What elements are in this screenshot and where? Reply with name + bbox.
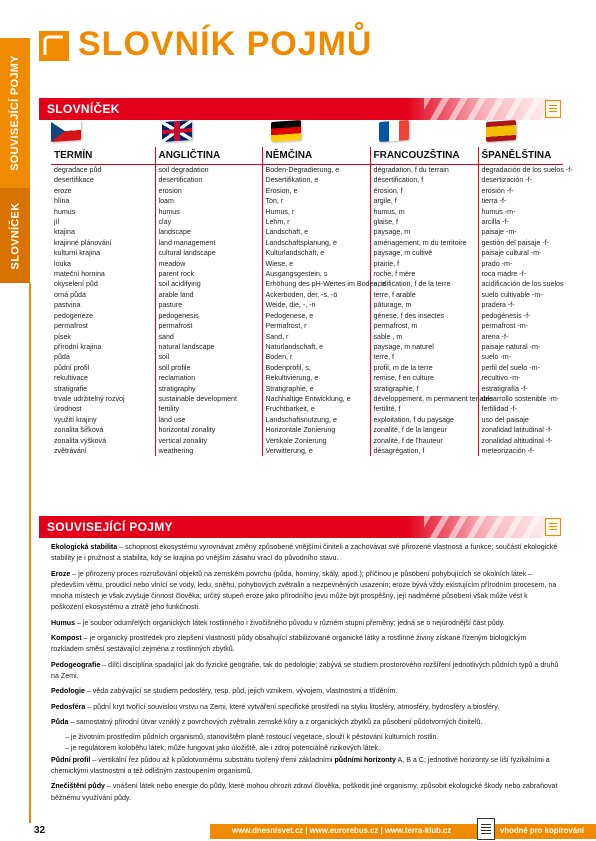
definition-item bbox=[51, 702, 561, 713]
table-row bbox=[51, 363, 563, 373]
czech-flag-icon bbox=[51, 120, 81, 142]
table-cell: Landschaftsnutzung, e bbox=[262, 415, 370, 425]
table-row bbox=[51, 186, 563, 196]
table-cell: hlína bbox=[54, 197, 70, 206]
table-cell: Ton, r bbox=[262, 196, 370, 206]
bar-stripes bbox=[424, 516, 564, 538]
table-row bbox=[51, 404, 563, 414]
table-cell: désagrégation, f bbox=[370, 446, 478, 456]
table-cell: zonalita výšková bbox=[54, 436, 107, 445]
table-cell: humus bbox=[54, 207, 76, 216]
table-cell: pedogénesis -f- bbox=[478, 311, 563, 321]
table-cell: stratigraphy bbox=[155, 384, 262, 394]
table-cell: Landschaftsplanung, e bbox=[262, 238, 370, 248]
table-cell: sable , m bbox=[370, 332, 478, 342]
table-cell: pradera -f- bbox=[478, 300, 563, 310]
table-cell: erosion bbox=[155, 186, 262, 196]
language-flags bbox=[51, 121, 561, 145]
table-cell: soil bbox=[155, 352, 262, 362]
definition-text: A, B a C; jednotlivé horizonty se liší fyzikálními a chemickými vlastnostmi a též odlišným zastoupením organismů. bbox=[51, 755, 550, 776]
table-cell: uso del paisaje bbox=[478, 415, 563, 425]
table-cell: erosión -f- bbox=[478, 186, 563, 196]
definition-term: Pedologie bbox=[51, 687, 85, 696]
table-cell: acidificación de los suelos bbox=[478, 279, 563, 289]
table-cell: paisaje -m- bbox=[478, 227, 563, 237]
table-row bbox=[51, 436, 563, 446]
table-cell: Landschaft, e bbox=[262, 227, 370, 237]
side-divider bbox=[29, 283, 31, 823]
table-cell: mateční hornina bbox=[54, 270, 105, 279]
table-cell: vertical zonality bbox=[155, 436, 262, 446]
table-cell: reclamation bbox=[155, 373, 262, 383]
table-cell: Horizontale Zonierung bbox=[262, 425, 370, 435]
table-cell: stratigraphie, f bbox=[370, 384, 478, 394]
table-cell: terre, f arable bbox=[370, 290, 478, 300]
table-row bbox=[51, 321, 563, 331]
table-cell: meadow bbox=[155, 259, 262, 269]
definition-item bbox=[51, 755, 561, 778]
definition-subitem: – je regulátorem koloběhu látek, může fungovat jako úložiště, ale i zdroj potenciálně rizikových látek. bbox=[65, 744, 381, 753]
table-cell: okyselení půd bbox=[54, 280, 98, 289]
table-cell: Nachhaltige Entwicklung, e bbox=[262, 394, 370, 404]
footer bbox=[0, 818, 596, 841]
definition-term: Půda bbox=[51, 717, 69, 726]
table-cell: desertifikace bbox=[54, 176, 94, 185]
table-cell: loam bbox=[155, 196, 262, 206]
table-cell: pastvina bbox=[54, 301, 81, 310]
table-cell: roche, f mère bbox=[370, 269, 478, 279]
table-row bbox=[51, 279, 563, 289]
table-cell: louka bbox=[54, 259, 71, 268]
table-row bbox=[51, 384, 563, 394]
section-label-glossary: SLOVNÍČEK bbox=[47, 102, 120, 116]
table-cell: Permafrost, r bbox=[262, 321, 370, 331]
table-cell: zonalidad altitudinal -f- bbox=[478, 436, 563, 446]
table-row bbox=[51, 290, 563, 300]
definition-term: Ekologická stabilita bbox=[51, 543, 118, 551]
definition-emphasis: půdními horizonty bbox=[334, 755, 396, 764]
header-german: NĚMČINA bbox=[262, 147, 370, 165]
table-cell: paysage, m naturel bbox=[370, 342, 478, 352]
footer-copy-note: vhodné pro kopírování bbox=[500, 826, 585, 835]
table-cell: glaise, f bbox=[370, 217, 478, 227]
definition-item bbox=[51, 618, 561, 629]
table-cell: využití krajiny bbox=[54, 415, 97, 424]
definition-text: – je soubor odumřelých organických látek rostlinného i živočišného původu v různém stupni přeměny; jedná se o nejúrodnější část půdy. bbox=[75, 618, 505, 627]
table-cell: Weide, die, -, -n bbox=[262, 300, 370, 310]
table-cell: Sand, r bbox=[262, 332, 370, 342]
side-navigation bbox=[0, 0, 30, 841]
footer-links[interactable]: www.dnesnisvet.cz | www.eurorebus.cz | www.terra-klub.cz bbox=[232, 826, 452, 835]
definition-item bbox=[51, 686, 561, 697]
table-cell: Verwitterung, e bbox=[262, 446, 370, 456]
definition-term: Znečištění půdy bbox=[51, 782, 105, 791]
definition-text: – dílčí disciplína spadající jak do fyzické geografie, tak do pedologie; zabývá se studiem prostorového rozšíření jednotlivých půdních typů a druhů na Zemi. bbox=[51, 660, 559, 680]
table-row bbox=[51, 259, 563, 269]
table-cell: argile, f bbox=[370, 196, 478, 206]
table-cell: Ackerboden, der, -s, -ö bbox=[262, 290, 370, 300]
table-cell: Vertikale Zonierung bbox=[262, 436, 370, 446]
table-cell: zvětrávání bbox=[54, 446, 87, 455]
table-cell: humus bbox=[155, 207, 262, 217]
table-cell: suelo cultivable -m- bbox=[478, 290, 563, 300]
table-cell: permafrost, m bbox=[370, 321, 478, 331]
table-cell: Bodenprofil, s, bbox=[262, 363, 370, 373]
copy-document-icon bbox=[477, 818, 495, 840]
table-cell: permafrost bbox=[54, 322, 88, 331]
table-cell: Stratigraphie, e bbox=[262, 384, 370, 394]
table-cell: soil acidifying bbox=[155, 279, 262, 289]
table-cell: Wiese, e bbox=[262, 259, 370, 269]
table-cell: weathering bbox=[155, 446, 262, 456]
table-cell: dégradation, f du terrain bbox=[370, 165, 478, 176]
table-row bbox=[51, 227, 563, 237]
table-cell: développement, m permanent tenable bbox=[370, 394, 478, 404]
table-cell: půdní profil bbox=[54, 363, 90, 372]
table-cell: soil degradation bbox=[155, 165, 262, 176]
table-cell: kulturní krajina bbox=[54, 249, 101, 258]
table-cell: clay bbox=[155, 217, 262, 227]
table-cell: permafrost bbox=[155, 321, 262, 331]
definition-term: Pedosféra bbox=[51, 702, 86, 711]
table-row bbox=[51, 425, 563, 435]
table-row bbox=[51, 311, 563, 321]
bar-stripes bbox=[424, 98, 564, 120]
table-row bbox=[51, 238, 563, 248]
table-cell: humus, m bbox=[370, 207, 478, 217]
table-cell: trvale udržitelný rozvoj bbox=[54, 394, 125, 403]
table-cell: desertización -f- bbox=[478, 175, 563, 185]
header-french: FRANCOUZŠTINA bbox=[370, 147, 478, 165]
table-cell: Naturlandschaft, e bbox=[262, 342, 370, 352]
table-cell: gestión del paisaje -f- bbox=[478, 238, 563, 248]
table-row bbox=[51, 165, 563, 176]
table-row bbox=[51, 217, 563, 227]
table-cell: exploitation, f du paysage bbox=[370, 415, 478, 425]
definition-text: – půdní kryt tvořící souvislou vrstvu na Zemi, které vytváření specifické prostředí na styku litosféry, atmosféry, hydrosféry a biosféry. bbox=[85, 702, 500, 711]
table-cell: fertilidad -f- bbox=[478, 404, 563, 414]
table-row bbox=[51, 332, 563, 342]
table-cell: permafrost -m- bbox=[478, 321, 563, 331]
table-cell: pasture bbox=[155, 300, 262, 310]
side-tab-related-terms[interactable]: SOUVISEJÍCÍ POJMY bbox=[0, 38, 30, 188]
table-cell: terre, f bbox=[370, 352, 478, 362]
definition-subitem: – je životním prostředím půdních organismů, stanovištěm planě rostoucí vegetace, slouží k pěstování kulturních rostlin. bbox=[65, 733, 439, 742]
table-cell: pedogenesis bbox=[155, 311, 262, 321]
table-cell: krajinné plánování bbox=[54, 238, 112, 247]
definition-item bbox=[51, 569, 561, 614]
table-cell: degradace půd bbox=[54, 166, 102, 174]
table-cell: fertilité, f bbox=[370, 404, 478, 414]
table-cell: perfil del suelo -m- bbox=[478, 363, 563, 373]
header-english: ANGLIČTINA bbox=[155, 147, 262, 165]
page-number: 32 bbox=[34, 825, 46, 836]
table-cell: cultural landscape bbox=[155, 248, 262, 258]
table-cell: arcilla -f- bbox=[478, 217, 563, 227]
title-logo-icon bbox=[39, 31, 69, 61]
table-body bbox=[51, 165, 573, 457]
vocabulary-table bbox=[51, 147, 573, 456]
table-cell: zonalité, f de la langeur bbox=[370, 425, 478, 435]
section-bar-glossary bbox=[39, 98, 564, 120]
table-cell: Erosion, e bbox=[262, 186, 370, 196]
document-icon bbox=[545, 518, 561, 536]
definition-item bbox=[51, 781, 561, 804]
definition-term: Půdní profil bbox=[51, 755, 91, 764]
side-tab-glossary[interactable]: SLOVNÍČEK bbox=[0, 188, 30, 283]
table-cell: sustainable development bbox=[155, 394, 262, 404]
definition-text: – věda zabývající se studiem pedosféry, resp. půd, jejich vznikem, vývojem, vlastnostmi a tříděním. bbox=[84, 687, 398, 696]
table-cell: arena -f- bbox=[478, 332, 563, 342]
table-cell: paysage, m bbox=[370, 227, 478, 237]
table-cell: arable land bbox=[155, 290, 262, 300]
definition-text: – je organický prostředek pro zlepšení vlastností půdy obsahující stabilizované organické látky a rostlinné živiny získané řízeným biologickým rozkladem směsí sestávající zejména z rostlinných zbytků. bbox=[51, 634, 527, 654]
definition-term: Kompost bbox=[51, 634, 82, 643]
table-cell: natural landscape bbox=[155, 342, 262, 352]
table-cell: recultivo -m- bbox=[478, 373, 563, 383]
table-row bbox=[51, 415, 563, 425]
table-cell: písek bbox=[54, 332, 71, 341]
table-cell: paysage, m cultivé bbox=[370, 248, 478, 258]
header-spanish: ŠPANĚLŠTINA bbox=[478, 147, 563, 165]
definition-item bbox=[51, 633, 561, 656]
document-icon bbox=[545, 100, 561, 118]
table-cell: horizontal zonality bbox=[155, 425, 262, 435]
table-row bbox=[51, 300, 563, 310]
table-row bbox=[51, 342, 563, 352]
table-row bbox=[51, 175, 563, 185]
table-row bbox=[51, 207, 563, 217]
table-cell: Boden-Degradierung, e bbox=[262, 165, 370, 176]
table-row bbox=[51, 196, 563, 206]
section-bar-related bbox=[39, 516, 564, 538]
table-cell: desarrollo sostenible -m- bbox=[478, 394, 563, 404]
table-cell: eroze bbox=[54, 186, 72, 195]
table-cell: paisaje cultural -m- bbox=[478, 248, 563, 258]
table-cell: Lehm, r bbox=[262, 217, 370, 227]
table-cell: aménagement, m du territoire bbox=[370, 238, 478, 248]
definition-item bbox=[51, 542, 561, 565]
table-cell: pâturage, m bbox=[370, 300, 478, 310]
table-cell: Fruchtbarkeit, e bbox=[262, 404, 370, 414]
table-cell: Ausgangsgestein, s bbox=[262, 269, 370, 279]
table-cell: fertility bbox=[155, 404, 262, 414]
table-cell: paisaje natural -m- bbox=[478, 342, 563, 352]
table-cell: desertification bbox=[155, 175, 262, 185]
table-header-row bbox=[51, 147, 563, 165]
table-row bbox=[51, 248, 563, 258]
definition-text: – samostatný přírodní útvar vzniklý z povrchových zvětralin zemské kůry a z organických zbytků za působení půdotvorných činitelů. bbox=[68, 717, 483, 726]
table-cell: stratigrafie bbox=[54, 384, 88, 393]
table-cell: acidification, f de la terre bbox=[370, 279, 478, 289]
table-cell: roca madre -f- bbox=[478, 269, 563, 279]
table-cell: tierra -f- bbox=[478, 196, 563, 206]
table-cell: úrodnost bbox=[54, 405, 82, 414]
definition-text: – vnášení látek nebo energie do půdy, které mohou ohrozit zdraví člověka, poškodit jiné organismy, způsobit ekologické škody nebo zabraňovat běžnému využívání půdy. bbox=[51, 782, 558, 802]
table-cell: humus -m- bbox=[478, 207, 563, 217]
section-label-related: SOUVISEJÍCÍ POJMY bbox=[47, 520, 173, 534]
table-row bbox=[51, 352, 563, 362]
table-cell: Pedogenese, e bbox=[262, 311, 370, 321]
table-cell: Desertifikation, e bbox=[262, 175, 370, 185]
table-cell: érosion, f bbox=[370, 186, 478, 196]
table-cell: land use bbox=[155, 415, 262, 425]
table-cell: estratigrafía -f- bbox=[478, 384, 563, 394]
table-cell: meteorización -f- bbox=[478, 446, 563, 456]
table-row bbox=[51, 373, 563, 383]
header-term: TERMÍN bbox=[51, 147, 155, 165]
french-flag-icon bbox=[379, 120, 409, 142]
table-cell: Rekultivierung, e bbox=[262, 373, 370, 383]
page-title: SLOVNÍK POJMŮ bbox=[78, 25, 373, 63]
table-cell: pedogeneze bbox=[54, 311, 94, 320]
table-cell: degradación de los suelos -f- bbox=[478, 165, 563, 176]
table-cell: Kulturlandschaft, e bbox=[262, 248, 370, 258]
definitions-list bbox=[51, 542, 561, 808]
definition-term: Eroze bbox=[51, 569, 71, 578]
table-cell: suelo -m- bbox=[478, 352, 563, 362]
table-cell: sand bbox=[155, 332, 262, 342]
table-cell: orná půda bbox=[54, 290, 86, 299]
table-cell: půda bbox=[54, 353, 70, 362]
table-cell: jíl bbox=[54, 218, 60, 227]
definition-item bbox=[51, 660, 561, 683]
table-cell: parent rock bbox=[155, 269, 262, 279]
table-cell: désertification, f bbox=[370, 175, 478, 185]
table-row bbox=[51, 269, 563, 279]
definition-term: Humus bbox=[51, 618, 76, 627]
table-cell: zonalité, f de l'hauteur bbox=[370, 436, 478, 446]
table-cell: remise, f en culture bbox=[370, 373, 478, 383]
table-row bbox=[51, 446, 563, 456]
table-cell: Boden, r bbox=[262, 352, 370, 362]
table-cell: krajina bbox=[54, 228, 75, 237]
table-row bbox=[51, 394, 563, 404]
table-cell: přírodní krajina bbox=[54, 342, 102, 351]
definition-text: – vertikální řez půdou až k půdotvornému substrátu tvořený třemi základními bbox=[90, 755, 335, 764]
definition-item bbox=[51, 717, 561, 728]
german-flag-icon bbox=[271, 120, 301, 142]
table-cell: génese, f des insectes bbox=[370, 311, 478, 321]
table-cell: Humus, r bbox=[262, 207, 370, 217]
table-cell: land management bbox=[155, 238, 262, 248]
table-cell: zonalita šířková bbox=[54, 426, 104, 435]
table-cell: rekultivace bbox=[54, 374, 88, 383]
table-cell: prado -m- bbox=[478, 259, 563, 269]
uk-flag-icon bbox=[162, 120, 192, 142]
table-cell: profil, m de la terre bbox=[370, 363, 478, 373]
definition-term: Pedogeografie bbox=[51, 660, 101, 669]
table-cell: soil profile bbox=[155, 363, 262, 373]
table-cell: landscape bbox=[155, 227, 262, 237]
table-cell: zonalidad latitudinal -f- bbox=[478, 425, 563, 435]
definition-text: – schopnost ekosystému vyrovnávat změny způsobené vnějšími činiteli a zachovávat své přirozené vlastnosti a funkce; součástí ekologické stability je i pružnost a stabilita, kdy se krajina po vnějším zásahu vrací do původního stavu. bbox=[51, 543, 558, 563]
definition-text: – je přirozený proces rozrušování objektů na zemském povrchu (půda, horniny, skály, apod.); příčinou je působení pohybujících se okolních látek – především větru, proudící nebo vlnící se vody, ledu, sněhu, pohybových zvětralin a nezpevněných usazenin; eroze bývá vždy existujícím přírodním procesem, na mnoha místech je však zvyšuje činnost člověka; určitý stupeň eroze jako přírodního jevu může být prospěšný, její nadměrné působení však může vést k poškození ekosystému a ztrátě jeho funkčnosti. bbox=[51, 569, 557, 612]
spanish-flag-icon bbox=[486, 120, 516, 142]
table-cell: prairie, f bbox=[370, 259, 478, 269]
table-cell: Erhöhung des pH-Wertes im Boden, e bbox=[262, 279, 370, 289]
